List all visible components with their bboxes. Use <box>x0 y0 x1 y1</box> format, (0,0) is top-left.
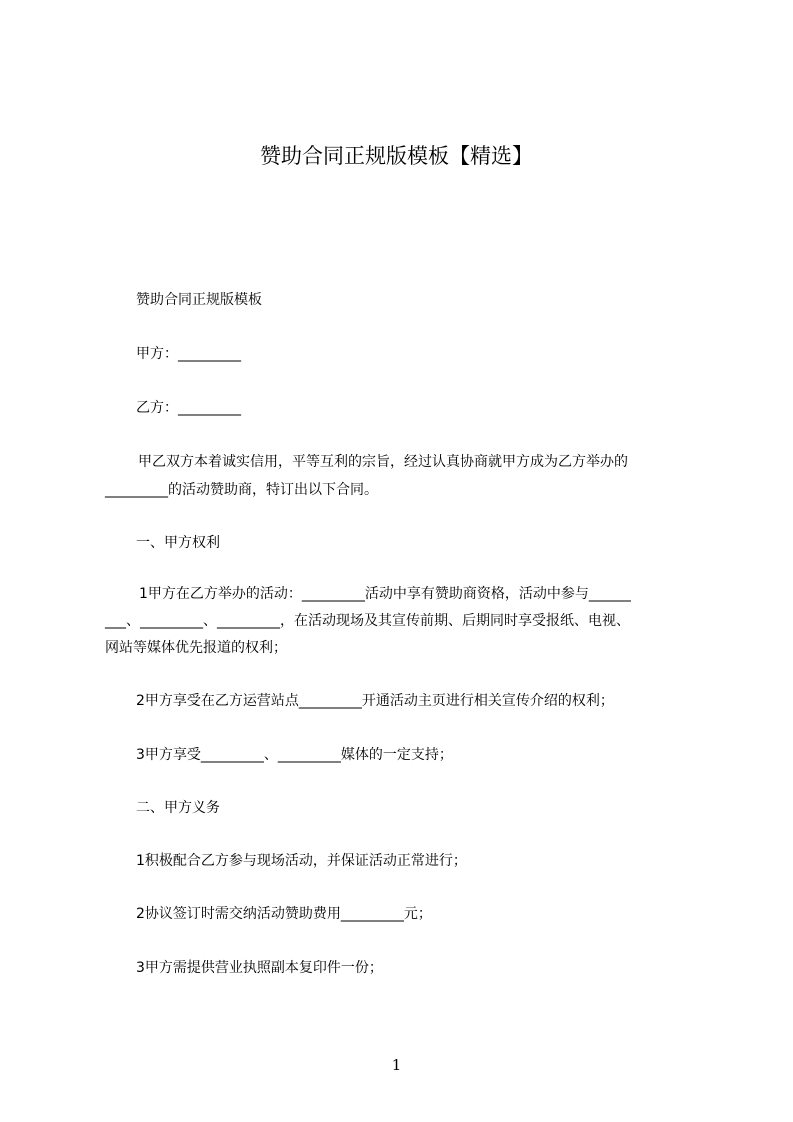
document-title: 赞助合同正规版模板【精选】 <box>260 144 533 168</box>
rights-item-2: 2甲方享受在乙方运营站点_________开通活动主页进行相关宣传介绍的权利； <box>136 693 614 709</box>
obligations-item-2: 2协议签订时需交纳活动赞助费用_________元； <box>136 906 432 922</box>
page-number: 1 <box>391 1056 402 1074</box>
obligations-item-1: 1积极配合乙方参与现场活动，并保证活动正常进行； <box>136 853 467 869</box>
preamble-line-1: 甲乙双方本着诚实信用，平等互利的宗旨，经过认真协商就甲方成为乙方举办的 <box>138 454 628 470</box>
rights-item-1-line-3: 网站等媒体优先报道的权利； <box>105 640 287 656</box>
rights-item-1-line-2: ___、_________、_________，在活动现场及其宣传前期、后期同时享受报纸、电视、 <box>105 613 630 629</box>
party-a-line: 甲方：_________ <box>136 346 241 362</box>
subtitle-paragraph: 赞助合同正规版模板 <box>136 292 262 308</box>
obligations-item-3: 3甲方需提供营业执照副本复印件一份； <box>136 960 383 976</box>
section-heading-rights: 一、甲方权利 <box>136 535 220 551</box>
party-b-line: 乙方：_________ <box>136 400 241 416</box>
rights-item-1-line-1: 1甲方在乙方举办的活动：_________活动中享有赞助商资格，活动中参与______ <box>139 586 631 602</box>
rights-item-3: 3甲方享受_________、_________媒体的一定支持； <box>136 747 453 763</box>
preamble-line-2: _________的活动赞助商，特订出以下合同。 <box>105 482 378 498</box>
section-heading-obligations: 二、甲方义务 <box>136 800 220 816</box>
